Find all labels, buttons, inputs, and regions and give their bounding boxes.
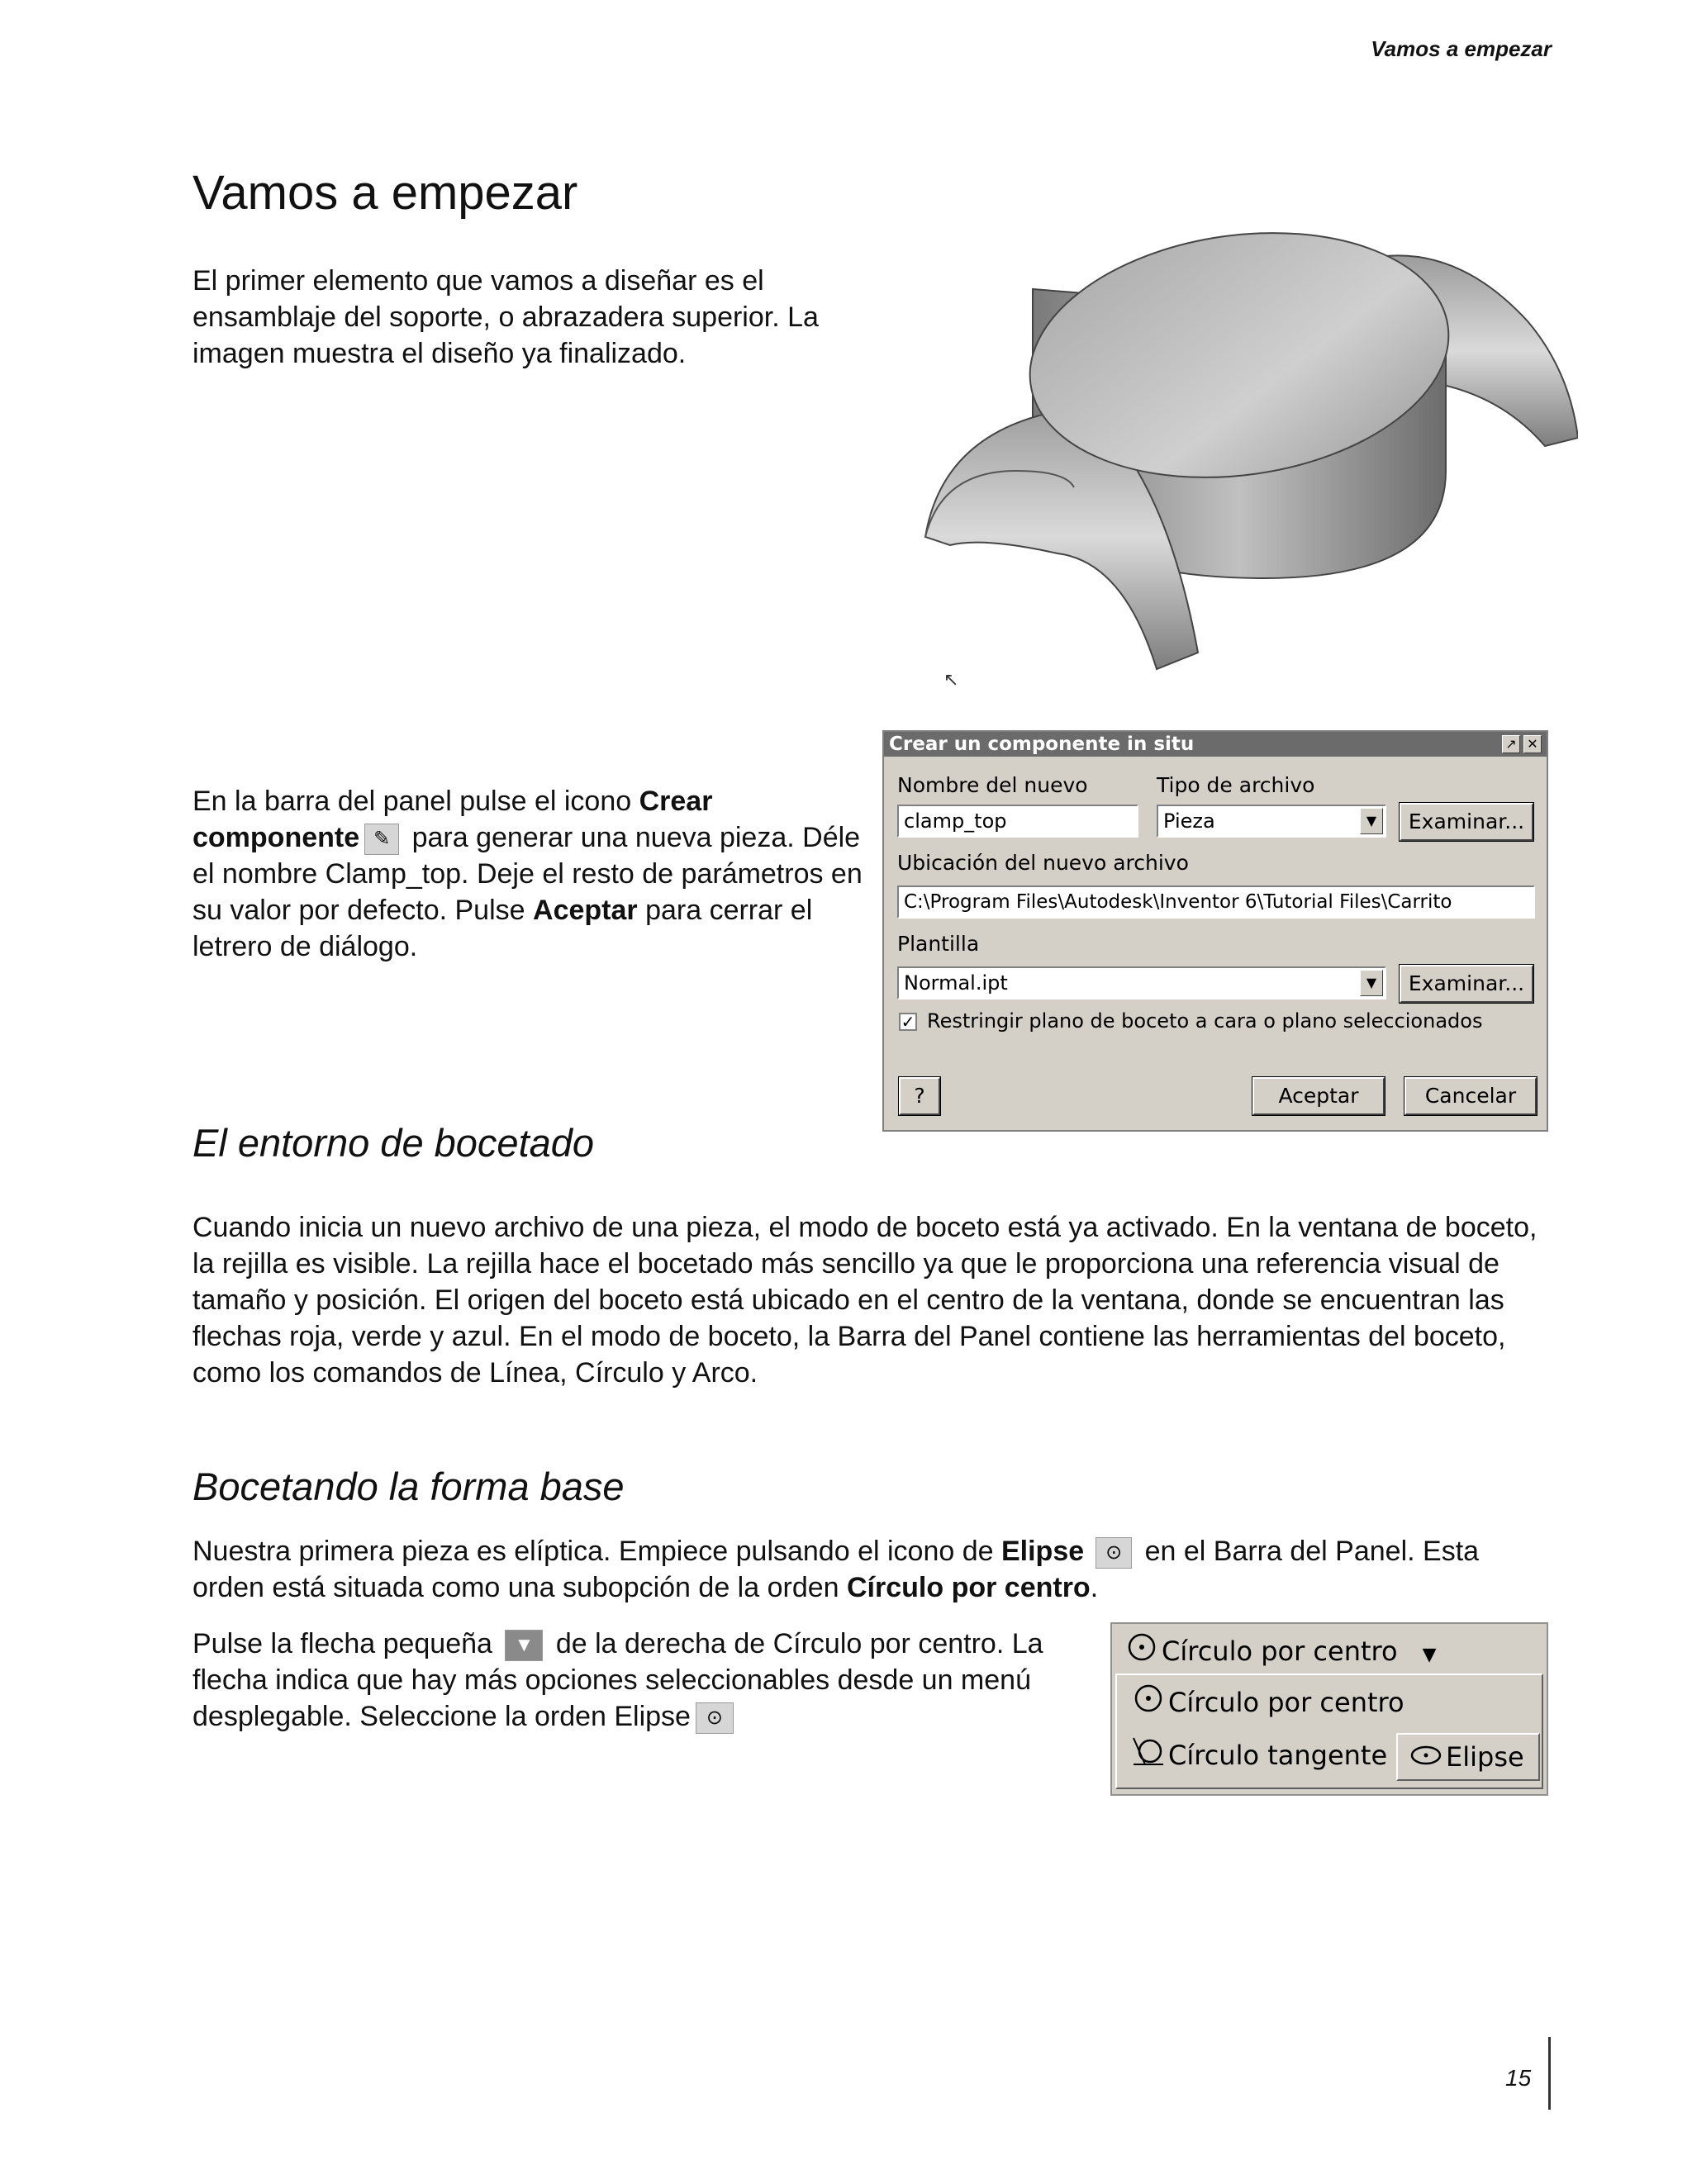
- menu-item-ellipse[interactable]: Elipse: [1396, 1733, 1540, 1781]
- chevron-down-icon[interactable]: ▼: [1360, 808, 1383, 834]
- ok-button[interactable]: Aceptar: [1252, 1077, 1385, 1115]
- file-type-select[interactable]: Pieza ▼: [1157, 805, 1386, 838]
- tangent-circle-icon: [1132, 1735, 1165, 1779]
- browse-button-2[interactable]: Examinar...: [1400, 965, 1533, 1003]
- ellipse-icon[interactable]: ⊙: [1096, 1537, 1132, 1569]
- section-title-vamos: Vamos a empezar: [192, 166, 578, 220]
- intro-paragraph: El primer elemento que vamos a diseñar es el ensamblaje del soporte, o abrazadera superior. La imagen muestra el diseño ya finalizado.: [192, 265, 819, 369]
- name-input[interactable]: clamp_top: [897, 805, 1138, 838]
- close-icon[interactable]: ✕: [1523, 735, 1542, 753]
- name-label: Nombre del nuevo: [897, 773, 1088, 797]
- restrict-checkbox[interactable]: ✓: [899, 1013, 917, 1031]
- create-component-paragraph: En la barra del panel pulse el icono Crear componente ✎ para generar una nueva pieza. Déle el nombre Clamp_top. Deje el resto de parámetros en su valor por defecto. Pulse Aceptar para cerrar el letrero de diálogo.: [192, 786, 863, 962]
- location-label: Ubicación del nuevo archivo: [897, 851, 1189, 875]
- chevron-down-icon[interactable]: ▼: [1360, 970, 1383, 996]
- restrict-checkbox-label: Restringir plano de boceto a cara o plano seleccionados: [927, 1009, 1483, 1033]
- svg-text:↖: ↖: [943, 670, 959, 686]
- section-title-entorno: El entorno de bocetado: [192, 1121, 595, 1165]
- circle-center-header[interactable]: Círculo por centro ▼: [1125, 1631, 1436, 1672]
- menu-item-circle-center[interactable]: Círculo por centro: [1132, 1682, 1404, 1723]
- clamp-top-render: [917, 223, 1578, 686]
- running-header: Vamos a empezar: [1371, 36, 1552, 61]
- ellipse-paragraph: Nuestra primera pieza es elíptica. Empiece pulsando el icono de Elipse ⊙ en el Barra del Panel. Esta orden está situada como una subopción de la orden Círculo por centro.: [192, 1536, 1480, 1603]
- help-button[interactable]: ?: [899, 1077, 940, 1115]
- create-component-icon[interactable]: ✎: [364, 824, 399, 855]
- file-type-label: Tipo de archivo: [1157, 773, 1315, 797]
- browse-button-1[interactable]: Examinar...: [1400, 803, 1533, 841]
- dropdown-arrow-icon[interactable]: ▼: [505, 1630, 543, 1661]
- ellipse-icon: [1409, 1736, 1442, 1781]
- template-label: Plantilla: [897, 932, 980, 956]
- arrow-paragraph: Pulse la flecha pequeña ▼ de la derecha de Círculo por centro. La flecha indica que hay más opciones seleccionables desde un menú desplegable. Seleccione la orden Elipse ⊙: [192, 1626, 1093, 1735]
- template-select[interactable]: Normal.ipt ▼: [897, 966, 1386, 999]
- dialog-title: Crear un componente in situ: [884, 732, 1547, 757]
- page-number: 15: [1505, 2065, 1532, 2091]
- page-number-rule: [1548, 2037, 1551, 2110]
- ellipse-icon[interactable]: ⊙: [696, 1702, 734, 1734]
- create-component-dialog: [882, 730, 1548, 1132]
- pin-icon[interactable]: ↗: [1502, 735, 1520, 753]
- section-title-bocetando: Bocetando la forma base: [192, 1465, 625, 1508]
- location-input[interactable]: C:\Program Files\Autodesk\Inventor 6\Tutorial Files\Carrito: [897, 885, 1535, 919]
- cancel-button[interactable]: Cancelar: [1404, 1077, 1537, 1115]
- menu-item-tangent-circle[interactable]: Círculo tangente: [1132, 1735, 1387, 1776]
- circle-center-icon: [1132, 1682, 1165, 1726]
- chevron-down-icon[interactable]: ▼: [1422, 1645, 1437, 1665]
- circle-command-panel: [1110, 1622, 1548, 1796]
- entorno-paragraph: Cuando inicia un nuevo archivo de una pieza, el modo de boceto está ya activado. En la ventana de boceto, la rejilla es visible. La rejilla hace el bocetado más sencillo ya que le proporciona una referencia visual de tamaño y posición. El origen del boceto está ubicado en el centro de la ventana, donde se encuentran las flechas roja, verde y azul. En el modo de boceto, la Barra del Panel contiene las herramientas del boceto, como los comandos de Línea, Círculo y Arco.: [192, 1212, 1538, 1389]
- circle-center-icon: [1125, 1631, 1158, 1675]
